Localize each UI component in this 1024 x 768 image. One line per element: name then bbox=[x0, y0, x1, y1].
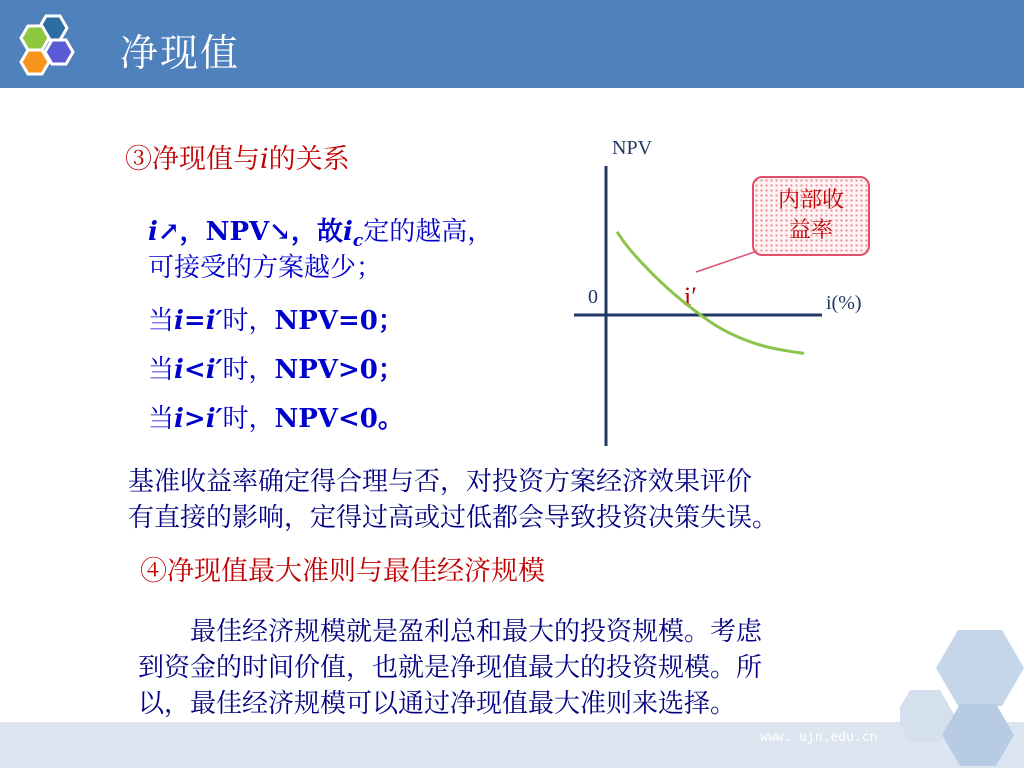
rule-line-1-mid: ↗，NPV↘，故 bbox=[157, 217, 343, 247]
section4-heading: ④净现值最大准则与最佳经济规模 bbox=[140, 556, 545, 587]
rule-line-2-text: 可接受的方案越少； bbox=[148, 253, 383, 283]
rule-lt bbox=[148, 352, 404, 388]
rule-gt-conj: 时， bbox=[222, 404, 275, 434]
crossing-label: i′ bbox=[684, 282, 697, 311]
irr-callout bbox=[752, 176, 870, 256]
rule-line-1-tail: 定的越高， bbox=[363, 217, 494, 247]
rule-eq-conj: 时， bbox=[222, 306, 275, 336]
x-axis-label: i(%) bbox=[826, 292, 862, 314]
callout-line-1: 内部收 bbox=[777, 188, 844, 213]
rule-ic-sub: c bbox=[352, 231, 364, 251]
rule-eq-lhs: i bbox=[174, 306, 184, 336]
paragraph-line: 最佳经济规模就是盈利总和最大的投资规模。考虑 bbox=[138, 617, 763, 647]
rule-eq-rhs: i′ bbox=[205, 306, 223, 336]
rule-lt-lhs: i bbox=[174, 355, 184, 385]
y-axis-label: NPV bbox=[612, 137, 653, 159]
footer-url: www. ujn.edu.cn bbox=[760, 730, 878, 745]
rule-lt-prefix: 当 bbox=[148, 355, 175, 385]
rule-gt-op: > bbox=[183, 404, 206, 434]
rule-eq bbox=[148, 303, 404, 339]
origin-label: 0 bbox=[588, 286, 598, 308]
section3-heading-prefix: ③净现值与 bbox=[125, 144, 260, 175]
callout-line-2: 益率 bbox=[788, 218, 833, 243]
rule-eq-op: = bbox=[183, 306, 206, 336]
rule-gt-lhs: i bbox=[174, 404, 184, 434]
rule-line-2 bbox=[148, 250, 382, 286]
paragraph-line: 到资金的时间价值，也就是净现值最大的投资规模。所 bbox=[138, 653, 763, 683]
title-bar bbox=[0, 0, 1024, 88]
page-title: 净现值 bbox=[120, 31, 241, 75]
rule-var-i: i bbox=[148, 217, 158, 247]
paragraph-line: 有直接的影响，定得过高或过低都会导致投资决策失误。 bbox=[128, 503, 779, 533]
rule-lt-tail: NPV>0； bbox=[274, 355, 404, 385]
section3-heading bbox=[125, 142, 350, 178]
rule-gt-prefix: 当 bbox=[148, 404, 175, 434]
paragraph-line: 以，最佳经济规模可以通过净现值最大准则来选择。 bbox=[138, 689, 737, 719]
section3-heading-var: i bbox=[260, 144, 269, 175]
rule-ic-main: i bbox=[342, 217, 353, 247]
rule-lt-rhs: i′ bbox=[205, 355, 223, 385]
rule-gt bbox=[148, 401, 404, 437]
footer-band bbox=[0, 722, 1024, 768]
paragraph-optimal-scale bbox=[138, 614, 762, 722]
rule-gt-tail: NPV<0。 bbox=[274, 404, 404, 434]
rule-lt-op: < bbox=[183, 355, 206, 385]
rule-gt-rhs: i′ bbox=[205, 404, 223, 434]
hexagon-logo-icon bbox=[8, 6, 108, 86]
rule-lt-conj: 时， bbox=[222, 355, 275, 385]
rule-eq-prefix: 当 bbox=[148, 306, 175, 336]
rule-eq-tail: NPV=0； bbox=[274, 306, 404, 336]
hexagon-decoration-icon bbox=[900, 620, 1024, 768]
paragraph-line: 基准收益率确定得合理与否，对投资方案经济效果评价 bbox=[128, 467, 753, 497]
section3-heading-suffix: 的关系 bbox=[268, 144, 350, 175]
paragraph-benchmark-rate bbox=[128, 464, 778, 536]
